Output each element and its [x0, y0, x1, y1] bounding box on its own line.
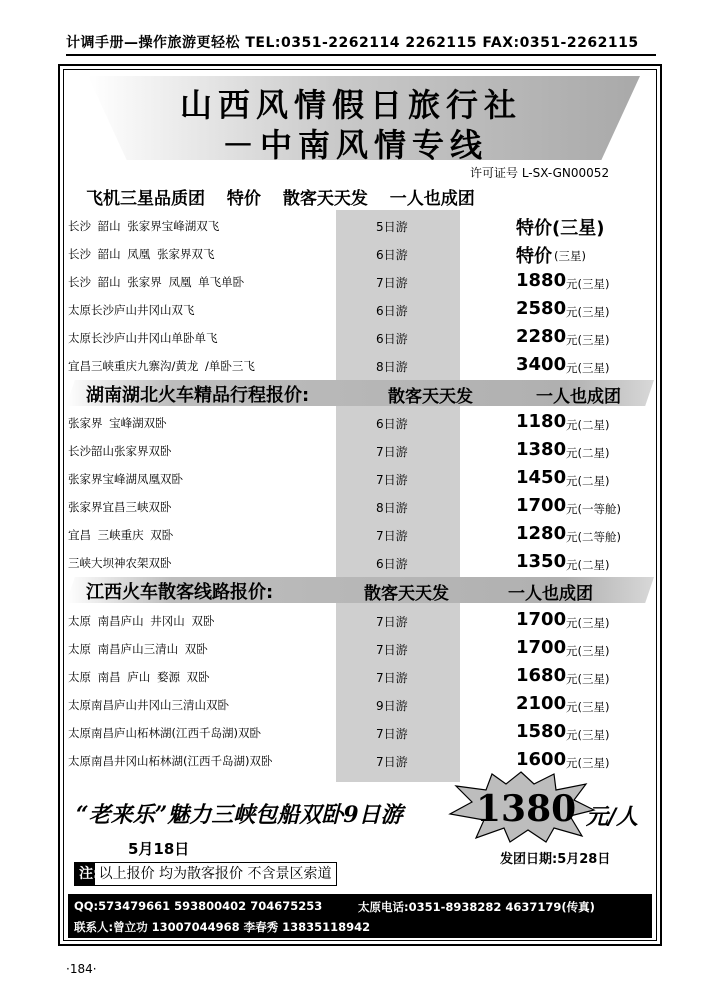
class-cell: 元(三星): [566, 672, 610, 686]
days-cell: 8日游: [376, 501, 408, 515]
subhead-single: 一人也成团: [389, 189, 475, 209]
contact-box: [68, 894, 652, 938]
class-cell: 元(一等舱): [566, 502, 621, 516]
promo-text: “老来乐”魅力三峡包船双卧9日游: [76, 802, 403, 828]
days-cell: 7日游: [376, 615, 408, 629]
route-cell: 长沙 韶山 凤凰 张家界双飞: [68, 247, 215, 261]
days-cell: 7日游: [376, 445, 408, 459]
price-cell: 1280: [516, 523, 567, 544]
class-cell: 元(二星): [566, 418, 610, 432]
route-cell: 宜昌三峡重庆九寨沟/黄龙 /单卧三飞: [68, 359, 255, 373]
price-cell: 2280: [516, 326, 567, 347]
subhead-daily: 散客天天发: [282, 189, 368, 209]
days-cell: 7日游: [376, 727, 408, 741]
class-cell: 元(三星): [566, 756, 610, 770]
days-cell: 6日游: [376, 248, 408, 262]
price-cell: 1580: [516, 721, 567, 742]
promo-price: 1380: [476, 788, 577, 830]
section-title-jiangxi: 江西火车散客线路报价:: [86, 582, 274, 603]
class-cell: 元(二等舱): [566, 530, 621, 544]
note-text: 以上报价 均为散客报价 不含景区索道: [98, 866, 332, 882]
header-line: 计调手册—操作旅游更轻松 TEL:0351-2262114 2262115 FAX:0351-2262115: [66, 32, 656, 56]
days-cell: 7日游: [376, 643, 408, 657]
days-cell: 7日游: [376, 671, 408, 685]
route-cell: 三峡大坝神农架双卧: [68, 556, 172, 570]
section-title-hubei: 湖南湖北火车精品行程报价:: [86, 385, 310, 406]
section-tag-jiangxi-single: 一人也成团: [508, 584, 593, 604]
days-cell: 9日游: [376, 699, 408, 713]
air-tour-subhead: [86, 184, 491, 209]
section-tag-hubei-daily: 散客天天发: [388, 387, 473, 407]
route-cell: 张家界宜昌三峡双卧: [68, 500, 172, 514]
route-cell: 太原南昌庐山井冈山三清山双卧: [68, 698, 229, 712]
table-row: [0, 439, 719, 463]
route-cell: 长沙 韶山 张家界宝峰湖双飞: [68, 219, 220, 233]
table-row: [0, 637, 719, 661]
class-cell: 元(三星): [566, 361, 610, 375]
days-cell: 6日游: [376, 557, 408, 571]
price-cell: 1700: [516, 609, 567, 630]
table-row: [0, 665, 719, 689]
days-cell: 6日游: [376, 332, 408, 346]
days-cell: 7日游: [376, 755, 408, 769]
table-row: [0, 749, 719, 773]
subhead-quality: 飞机三星品质团: [86, 189, 205, 209]
class-cell: (三星): [554, 249, 586, 263]
route-cell: 太原 南昌庐山三清山 双卧: [68, 642, 208, 656]
days-cell: 7日游: [376, 473, 408, 487]
route-cell: 太原 南昌庐山 井冈山 双卧: [68, 614, 215, 628]
price-cell: 1880: [516, 270, 567, 291]
table-row: [0, 326, 719, 350]
route-cell: 张家界宝峰湖凤凰双卧: [68, 472, 183, 486]
contact-phone: 太原电话:0351-8938282 4637179(传真): [358, 900, 595, 914]
title-line-1: 山西风情假日旅行社: [180, 86, 523, 124]
days-cell: 7日游: [376, 276, 408, 290]
class-cell: 元(二星): [566, 446, 610, 460]
table-row: [0, 214, 719, 238]
class-cell: 元(二星): [566, 474, 610, 488]
table-row: [0, 242, 719, 266]
note-label: 注:: [79, 866, 99, 882]
page-number: ·184·: [66, 962, 97, 976]
route-cell: 太原 南昌 庐山 婺源 双卧: [68, 670, 210, 684]
class-cell: 元(三星): [566, 700, 610, 714]
promo-date: 5月18日: [128, 840, 190, 858]
promo-unit: 元/人: [586, 804, 639, 830]
price-cell: 特价(三星): [516, 218, 605, 239]
table-row: [0, 523, 719, 547]
days-cell: 5日游: [376, 220, 408, 234]
class-cell: 元(三星): [566, 305, 610, 319]
days-cell: 6日游: [376, 304, 408, 318]
route-cell: 太原长沙庐山井冈山双飞: [68, 303, 195, 317]
class-cell: 元(三星): [566, 333, 610, 347]
permit-number: 许可证号 L-SX-GN00052: [470, 166, 610, 180]
table-row: [0, 495, 719, 519]
contact-people: 联系人:曾立功 13007044968 李春秀 13835118942: [74, 920, 371, 934]
route-cell: 长沙韶山张家界双卧: [68, 444, 172, 458]
price-cell: 2100: [516, 693, 567, 714]
table-row: [0, 467, 719, 491]
price-cell: 1350: [516, 551, 567, 572]
price-cell: 3400: [516, 354, 567, 375]
price-cell: 2580: [516, 298, 567, 319]
days-cell: 6日游: [376, 417, 408, 431]
route-cell: 宜昌 三峡重庆 双卧: [68, 528, 174, 542]
price-cell: 1600: [516, 749, 567, 770]
title-line-2: －中南风情专线: [222, 126, 489, 164]
days-cell: 7日游: [376, 529, 408, 543]
class-cell: 元(二星): [566, 558, 610, 572]
price-cell: 1180: [516, 411, 567, 432]
table-row: [0, 270, 719, 294]
route-cell: 太原南昌井冈山柘林湖(江西千岛湖)双卧: [68, 754, 273, 768]
route-cell: 太原长沙庐山井冈山单卧单飞: [68, 331, 218, 345]
section-tag-jiangxi-daily: 散客天天发: [364, 584, 449, 604]
price-cell: 1700: [516, 637, 567, 658]
days-cell: 8日游: [376, 360, 408, 374]
route-cell: 长沙 韶山 张家界 凤凰 单飞单卧: [68, 275, 245, 289]
class-cell: 元(三星): [566, 616, 610, 630]
class-cell: 元(三星): [566, 277, 610, 291]
route-cell: 张家界 宝峰湖双卧: [68, 416, 167, 430]
table-row: [0, 551, 719, 575]
price-cell: 1700: [516, 495, 567, 516]
table-row: [0, 693, 719, 717]
route-cell: 太原南昌庐山柘林湖(江西千岛湖)双卧: [68, 726, 261, 740]
subhead-special: 特价: [226, 189, 261, 209]
class-cell: 元(三星): [566, 644, 610, 658]
table-row: [0, 298, 719, 322]
class-cell: 元(三星): [566, 728, 610, 742]
price-cell: 特价: [516, 246, 552, 267]
section-tag-hubei-single: 一人也成团: [536, 387, 621, 407]
price-cell: 1680: [516, 665, 567, 686]
table-row: [0, 354, 719, 378]
contact-qq: QQ:573479661 593800402 704675253: [74, 899, 323, 913]
departure-date: 发团日期:5月28日: [500, 852, 611, 867]
price-cell: 1380: [516, 439, 567, 460]
table-row: [0, 411, 719, 435]
table-row: [0, 721, 719, 745]
price-cell: 1450: [516, 467, 567, 488]
price-note: [74, 862, 337, 886]
table-row: [0, 609, 719, 633]
